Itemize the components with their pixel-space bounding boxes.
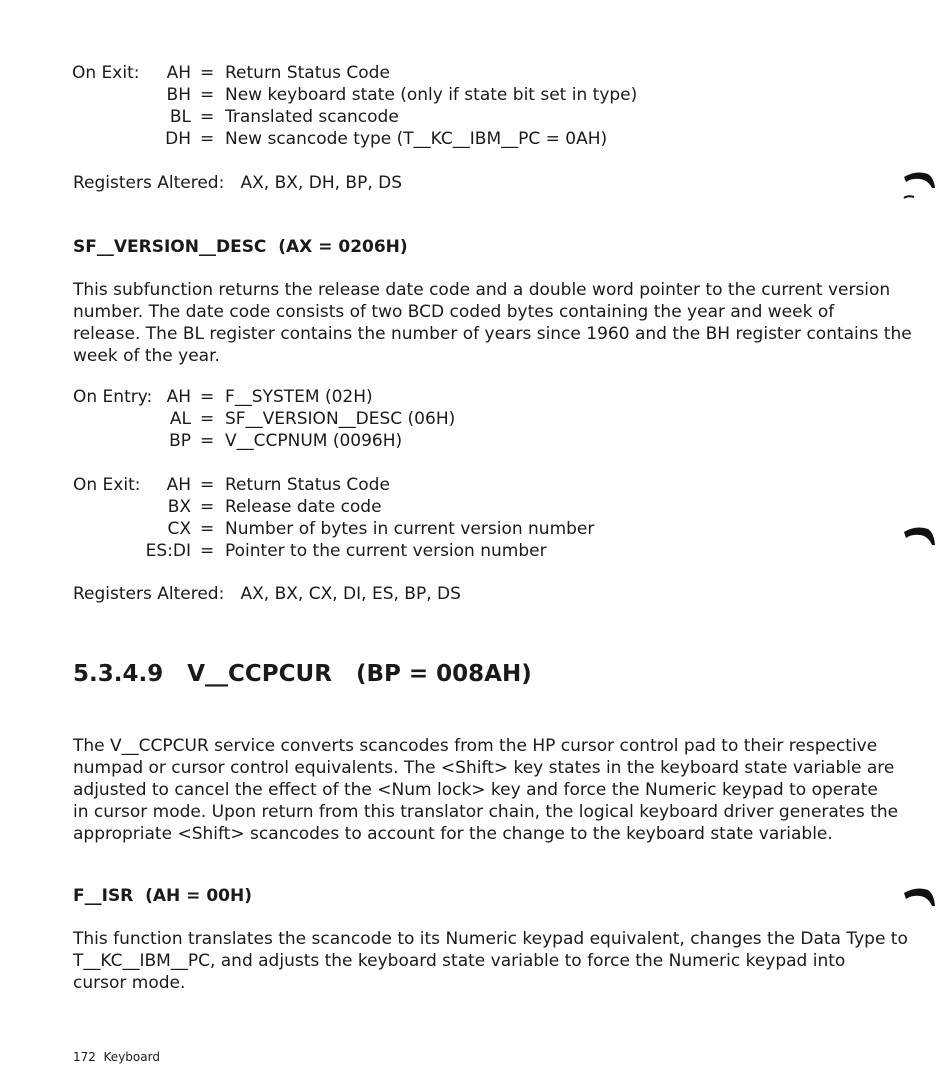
equals-sign: = bbox=[200, 519, 215, 539]
register-name: AH bbox=[166, 475, 191, 495]
subfunction-heading-version-desc: SF__VERSION__DESC (AX = 0206H) bbox=[73, 237, 408, 257]
equals-sign: = bbox=[200, 387, 215, 407]
register-name: BP bbox=[169, 431, 191, 451]
register-name: AL bbox=[169, 409, 191, 429]
f-isr-paragraph bbox=[73, 928, 908, 994]
section-heading: 5.3.4.9 V__CCPCUR (BP = 008AH) bbox=[73, 661, 532, 687]
version-desc-paragraph bbox=[73, 279, 912, 367]
register-description: Translated scancode bbox=[225, 107, 399, 127]
register-name: ES:DI bbox=[145, 541, 191, 561]
paragraph-line: T__KC__IBM__PC, and adjusts the keyboard state variable to force the Numeric keypad into bbox=[73, 951, 846, 971]
register-name: AH bbox=[166, 387, 191, 407]
paragraph-line: numpad or cursor control equivalents. The <Shift> key states in the keyboard state variable are bbox=[73, 758, 895, 778]
register-description: Return Status Code bbox=[225, 63, 390, 83]
on-entry-label: On Entry: bbox=[73, 387, 153, 407]
register-name: BX bbox=[167, 497, 191, 517]
equals-sign: = bbox=[200, 541, 215, 561]
paragraph-line: release. The BL register contains the number of years since 1960 and the BH register contains the bbox=[73, 324, 912, 344]
binding-mark-icon bbox=[900, 884, 940, 914]
paragraph-line: adjusted to cancel the effect of the <Num lock> key and force the Numeric keypad to operate bbox=[73, 780, 878, 800]
on-exit-label: On Exit: bbox=[72, 63, 140, 83]
register-name: DH bbox=[165, 129, 191, 149]
register-description: Number of bytes in current version number bbox=[225, 519, 595, 539]
register-description: Release date code bbox=[225, 497, 382, 517]
register-description: Return Status Code bbox=[225, 475, 390, 495]
register-description: New scancode type (T__KC__IBM__PC = 0AH) bbox=[225, 129, 608, 149]
registers-altered-1: Registers Altered: AX, BX, DH, BP, DS bbox=[73, 173, 403, 193]
equals-sign: = bbox=[200, 475, 215, 495]
equals-sign: = bbox=[200, 129, 215, 149]
binding-mark-icon bbox=[900, 523, 940, 553]
register-description: F__SYSTEM (02H) bbox=[225, 387, 373, 407]
paragraph-line: The V__CCPCUR service converts scancodes from the HP cursor control pad to their respective bbox=[73, 736, 878, 756]
equals-sign: = bbox=[200, 63, 215, 83]
register-description: SF__VERSION__DESC (06H) bbox=[225, 409, 456, 429]
paragraph-line: week of the year. bbox=[73, 346, 220, 366]
equals-sign: = bbox=[200, 85, 215, 105]
equals-sign: = bbox=[200, 107, 215, 127]
paragraph-line: in cursor mode. Upon return from this translator chain, the logical keyboard driver generates the bbox=[73, 802, 899, 822]
paragraph-line: number. The date code consists of two BCD coded bytes containing the year and week of bbox=[73, 302, 835, 322]
paragraph-line: This subfunction returns the release date code and a double word pointer to the current version bbox=[73, 280, 891, 300]
register-description: V__CCPNUM (0096H) bbox=[225, 431, 403, 451]
equals-sign: = bbox=[200, 431, 215, 451]
register-name: BL bbox=[169, 107, 191, 127]
equals-sign: = bbox=[200, 409, 215, 429]
register-name: AH bbox=[166, 63, 191, 83]
registers-altered-2: Registers Altered: AX, BX, CX, DI, ES, BP, DS bbox=[73, 584, 461, 604]
function-heading-f-isr: F__ISR (AH = 00H) bbox=[73, 886, 252, 906]
on-exit-label: On Exit: bbox=[73, 475, 141, 495]
paragraph-line: This function translates the scancode to its Numeric keypad equivalent, changes the Data Type to bbox=[73, 929, 908, 949]
binding-mark-icon bbox=[900, 168, 940, 208]
paragraph-line: appropriate <Shift> scancodes to account for the change to the keyboard state variable. bbox=[73, 824, 833, 844]
register-name: CX bbox=[167, 519, 191, 539]
register-name: BH bbox=[166, 85, 191, 105]
equals-sign: = bbox=[200, 497, 215, 517]
register-description: Pointer to the current version number bbox=[225, 541, 547, 561]
section-paragraph bbox=[73, 735, 899, 845]
page-footer: 172 Keyboard bbox=[73, 1050, 160, 1064]
register-description: New keyboard state (only if state bit set in type) bbox=[225, 85, 638, 105]
paragraph-line: cursor mode. bbox=[73, 973, 186, 993]
